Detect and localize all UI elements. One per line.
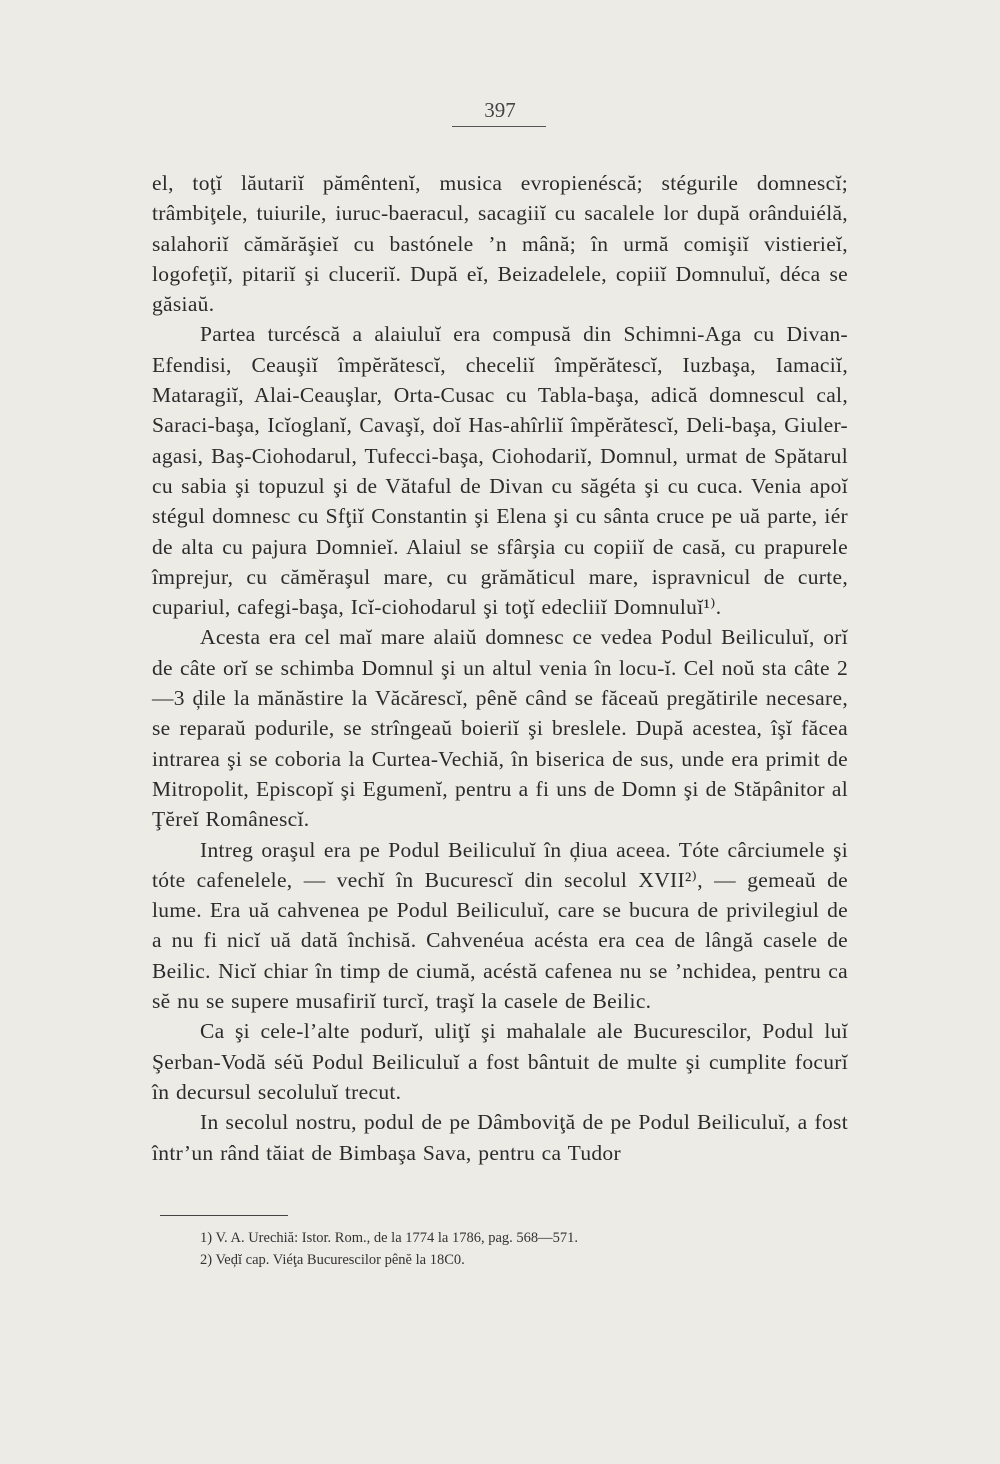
paragraph: el, toţĭ lăutariĭ pămêntenĭ, musica evropienéscă; stégurile domnescĭ; trâmbiţele, tuiurile, iuruc-baeracul, sacagiiĭ cu sacalele lor după orânduiélă, salahoriĭ cămărăşieĭ cu bastónele ’n mână; în urmă comişiĭ vistierieĭ, logofeţiĭ, pitariĭ şi cluceriĭ. După eĭ, Beizadelele, copiiĭ Domnuluĭ, déca se găsiaŭ. — [152, 171, 848, 317]
paragraph: Partea turcéscă a alaiuluĭ era compusă din Schimni-Aga cu Divan-Efendisi, Ceauşiĭ împĕrătescĭ, checeliĭ împĕrătescĭ, Iuzbaşa, Iamaciĭ, Mataragiĭ, Alai-Ceauşlar, Orta-Cusac cu Tabla-başa, adică domnescul cal, Saraci-başa, Icĭoglanĭ, Cavaşĭ, doĭ Has-ahîrliĭ împĕrătescĭ, Deli-başa, Giuler-agasi, Baş-Ciohodarul, Tufecci-başa, Ciohodariĭ, Domnul, urmat de Spătarul cu sabia şi topuzul şi de Vătaful de Divan cu săgéta şi cu cuca. Venia apoĭ stégul domnesc cu Sfţiĭ Constantin şi Elena şi cu sânta cruce pe uă parte, iér de alta cu pajura Domnieĭ. Alaiul se sfârşia cu copiiĭ de casă, cu prapurele împrejur, cu cămĕraşul mare, cu grămăticul mare, ispravnicul de curte, cupariul, cafegi-başa, Icĭ-ciohodarul şi toţĭ edecliiĭ Domnuluĭ¹⁾. — [152, 322, 848, 620]
footnote-rule — [160, 1215, 288, 1216]
body-text — [152, 168, 848, 1168]
footnote: 2) Veḑĭ cap. Viéţa Bucurescilor pênĕ la 18C0. — [200, 1252, 465, 1268]
paragraph: Intreg oraşul era pe Podul Beiliculuĭ în ḑiua aceea. Tóte cârciumele şi tóte cafenelele, — vechĭ în Bucurescĭ din secolul XVII²⁾, — gemeaŭ de lume. Era uă cahvenea pe Podul Beiliculuĭ, care se bucura de privilegiul de a nu fi nicĭ uă dată închisă. Cahvenéua acésta era cea de lângă casele de Beilic. Nicĭ chiar în timp de ciumă, acéstă cafenea nu se ’nchidea, pentru ca sĕ nu se supere musafiriĭ turcĭ, traşĭ la casele de Beilic. — [152, 837, 848, 1014]
paragraph: Acesta era cel maĭ mare alaiŭ domnesc ce vedea Podul Beiliculuĭ, orĭ de câte orĭ se schimba Domnul şi un altul venia în locu-ĭ. Cel noŭ sta câte 2—3 ḑile la mănăstire la Văcărescĭ, pênĕ când se făceaŭ pregătirile necesare, se reparaŭ podurile, se strîngeaŭ boieriĭ şi breslele. După acestea, îşĭ făcea intrarea şi se coboria la Curtea-Vechiă, în biserica de sus, unde era primit de Mitropolit, Episcopĭ şi Egumenĭ, pentru a fi uns de Domn şi de Stăpânitor al Ţĕreĭ Românescĭ. — [152, 625, 848, 832]
paragraph: Ca şi cele-l’alte podurĭ, uliţĭ şi mahalale ale Bucurescilor, Podul luĭ Şerban-Vodă séŭ Podul Beiliculuĭ a fost bântuit de multe şi cumplite focurĭ în decursul secoluluĭ trecut. — [152, 1019, 848, 1104]
footnotes — [200, 1227, 800, 1271]
footnote: 1) V. A. Urechiă: Istor. Rom., de la 1774 la 1786, pag. 568—571. — [200, 1230, 579, 1246]
page-number-rule — [452, 126, 546, 127]
paragraph: In secolul nostru, podul de pe Dâmboviţă de pe Podul Beiliculuĭ, a fost într’un rând tăiat de Bimbaşa Sava, pentru ca Tudor — [152, 1110, 848, 1165]
page-number: 397 — [484, 98, 516, 122]
